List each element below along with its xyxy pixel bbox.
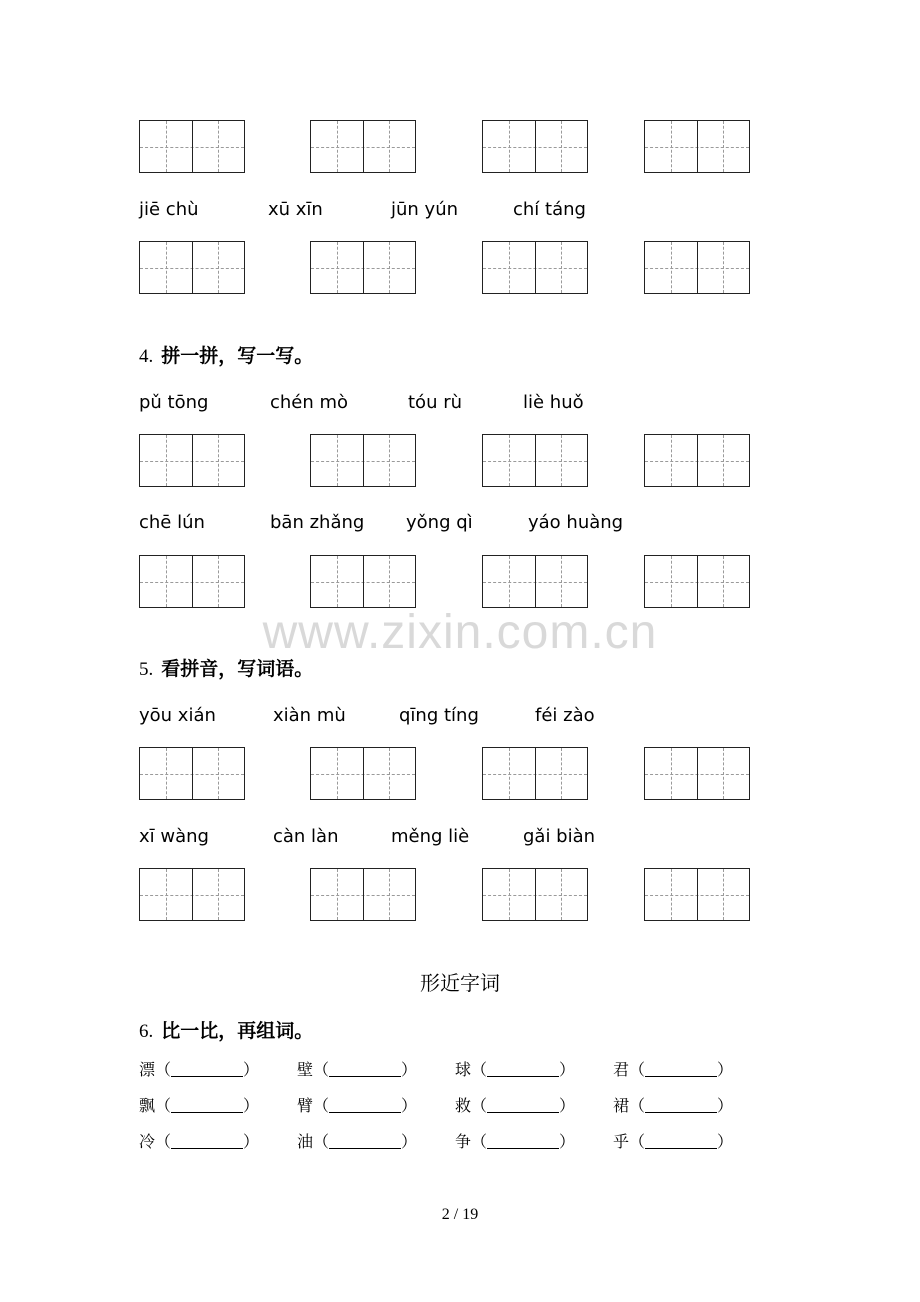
- character: 油: [297, 1132, 314, 1151]
- character: 飘: [139, 1096, 156, 1115]
- writing-box[interactable]: [139, 434, 245, 487]
- character: 乎: [613, 1132, 630, 1151]
- answer-blank[interactable]: [645, 1062, 717, 1077]
- answer-blank[interactable]: [171, 1062, 243, 1077]
- open-paren: （: [471, 1132, 488, 1151]
- compare-item: [455, 1060, 575, 1080]
- pinyin-label: xiàn mù: [273, 705, 346, 726]
- close-paren: ）: [243, 1060, 260, 1079]
- answer-blank[interactable]: [487, 1062, 559, 1077]
- open-paren: （: [313, 1096, 330, 1115]
- section-number: 6.: [139, 1021, 154, 1042]
- close-paren: ）: [717, 1132, 734, 1151]
- section-title: 拼一拼，写一写。: [161, 345, 314, 367]
- pinyin-label: chén mò: [270, 392, 349, 413]
- pinyin-label: càn làn: [273, 826, 339, 847]
- character: 争: [455, 1132, 472, 1151]
- character: 球: [455, 1060, 472, 1079]
- pinyin-label: jūn yún: [391, 199, 459, 220]
- open-paren: （: [629, 1132, 646, 1151]
- pinyin-label: měng liè: [391, 826, 470, 847]
- section-number: 5.: [139, 659, 154, 680]
- character: 冷: [139, 1132, 156, 1151]
- open-paren: （: [629, 1060, 646, 1079]
- compare-item: [139, 1132, 259, 1152]
- writing-box[interactable]: [644, 241, 750, 294]
- writing-box[interactable]: [139, 747, 245, 800]
- page-number: 2 / 19: [441, 1206, 479, 1223]
- writing-box[interactable]: [139, 868, 245, 921]
- pinyin-label: yáo huàng: [528, 512, 624, 533]
- writing-box[interactable]: [482, 434, 588, 487]
- writing-box[interactable]: [310, 555, 416, 608]
- pinyin-label: liè huǒ: [523, 392, 584, 413]
- pinyin-label: qīng tíng: [399, 705, 479, 726]
- open-paren: （: [155, 1060, 172, 1079]
- section-title: 比一比，再组词。: [161, 1020, 314, 1042]
- close-paren: ）: [559, 1060, 576, 1079]
- close-paren: ）: [401, 1096, 418, 1115]
- character: 漂: [139, 1060, 156, 1079]
- compare-item: [455, 1096, 575, 1116]
- answer-blank[interactable]: [645, 1098, 717, 1113]
- writing-box[interactable]: [482, 241, 588, 294]
- watermark: www.zixin.com.cn: [262, 606, 658, 659]
- answer-blank[interactable]: [329, 1134, 401, 1149]
- open-paren: （: [629, 1096, 646, 1115]
- pinyin-label: yōu xián: [139, 705, 216, 726]
- pinyin-label: xī wàng: [139, 826, 209, 847]
- answer-blank[interactable]: [487, 1098, 559, 1113]
- pinyin-label: pǔ tōng: [139, 392, 209, 413]
- compare-item: [613, 1060, 733, 1080]
- compare-item: [297, 1096, 417, 1116]
- writing-box[interactable]: [139, 555, 245, 608]
- close-paren: ）: [559, 1132, 576, 1151]
- open-paren: （: [313, 1060, 330, 1079]
- pinyin-label: jiē chù: [139, 199, 199, 220]
- close-paren: ）: [243, 1096, 260, 1115]
- writing-box[interactable]: [644, 434, 750, 487]
- close-paren: ）: [401, 1132, 418, 1151]
- open-paren: （: [313, 1132, 330, 1151]
- answer-blank[interactable]: [171, 1098, 243, 1113]
- answer-blank[interactable]: [171, 1134, 243, 1149]
- open-paren: （: [471, 1096, 488, 1115]
- pinyin-label: féi zào: [535, 705, 595, 726]
- compare-item: [613, 1096, 733, 1116]
- writing-box[interactable]: [139, 120, 245, 173]
- pinyin-label: chí táng: [513, 199, 586, 220]
- writing-box[interactable]: [482, 747, 588, 800]
- pinyin-label: chē lún: [139, 512, 205, 533]
- writing-box[interactable]: [310, 747, 416, 800]
- character: 裙: [613, 1096, 630, 1115]
- writing-box[interactable]: [482, 120, 588, 173]
- character: 救: [455, 1096, 472, 1115]
- answer-blank[interactable]: [329, 1062, 401, 1077]
- close-paren: ）: [401, 1060, 418, 1079]
- writing-box[interactable]: [482, 868, 588, 921]
- compare-item: [297, 1060, 417, 1080]
- compare-item: [139, 1060, 259, 1080]
- writing-box[interactable]: [644, 747, 750, 800]
- section-number: 4.: [139, 346, 154, 367]
- close-paren: ）: [243, 1132, 260, 1151]
- character: 壁: [297, 1060, 314, 1079]
- pinyin-label: tóu rù: [408, 392, 463, 413]
- compare-item: [613, 1132, 733, 1152]
- section-4-heading: [139, 341, 313, 368]
- open-paren: （: [155, 1132, 172, 1151]
- character: 君: [613, 1060, 630, 1079]
- close-paren: ）: [717, 1096, 734, 1115]
- answer-blank[interactable]: [329, 1098, 401, 1113]
- answer-blank[interactable]: [645, 1134, 717, 1149]
- writing-box[interactable]: [310, 868, 416, 921]
- pinyin-label: gǎi biàn: [523, 826, 596, 847]
- compare-item: [297, 1132, 417, 1152]
- answer-blank[interactable]: [487, 1134, 559, 1149]
- writing-box[interactable]: [644, 555, 750, 608]
- close-paren: ）: [717, 1060, 734, 1079]
- writing-box[interactable]: [310, 120, 416, 173]
- pinyin-label: xū xīn: [268, 199, 323, 220]
- writing-box[interactable]: [310, 434, 416, 487]
- writing-box[interactable]: [482, 555, 588, 608]
- writing-box[interactable]: [139, 241, 245, 294]
- pinyin-label: yǒng qì: [406, 512, 473, 533]
- close-paren: ）: [559, 1096, 576, 1115]
- category-title: 形近字词: [420, 971, 500, 995]
- section-title: 看拼音，写词语。: [161, 658, 314, 680]
- compare-item: [139, 1096, 259, 1116]
- character: 臂: [297, 1096, 314, 1115]
- writing-box[interactable]: [310, 241, 416, 294]
- open-paren: （: [471, 1060, 488, 1079]
- writing-box[interactable]: [644, 868, 750, 921]
- section-6-heading: [139, 1016, 313, 1043]
- section-5-heading: [139, 654, 313, 681]
- writing-box[interactable]: [644, 120, 750, 173]
- open-paren: （: [155, 1096, 172, 1115]
- pinyin-label: bān zhǎng: [270, 512, 365, 533]
- compare-item: [455, 1132, 575, 1152]
